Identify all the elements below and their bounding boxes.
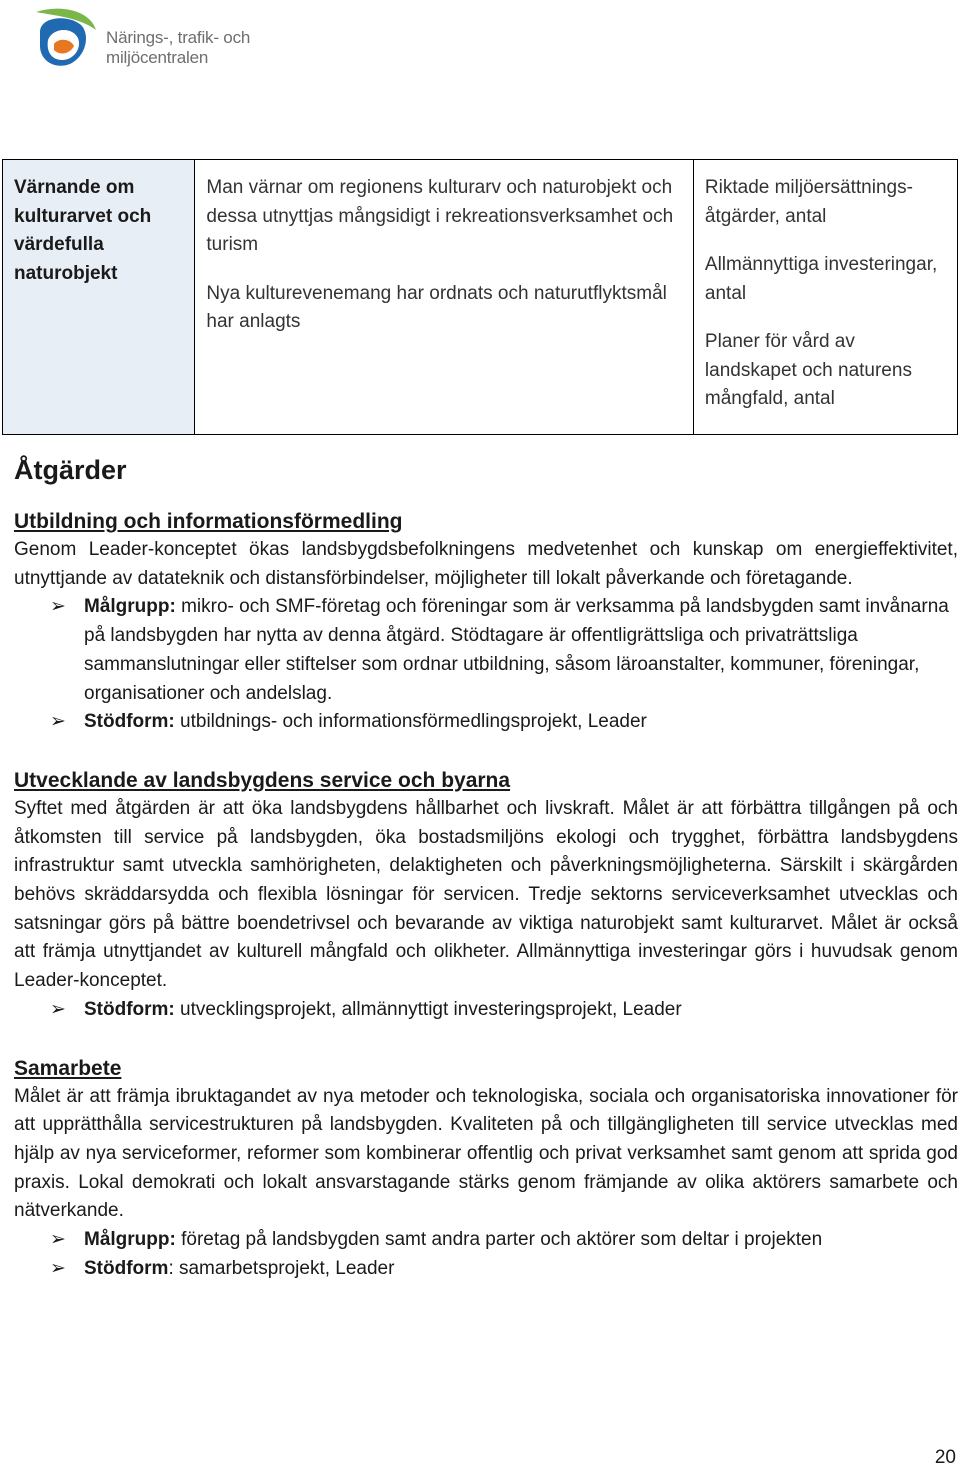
page-number: 20: [934, 1447, 956, 1468]
indicator-text: Allmännyttiga investeringar, antal: [704, 254, 938, 304]
goal-title: Värnande om kulturarvet och värdefulla naturobjekt: [14, 177, 152, 284]
section-title: Samarbete: [14, 1056, 122, 1080]
ely-logo-icon: [30, 4, 102, 74]
bullet-text: mikro- och SMF-företag och föreningar som är verksamma på landsbygden samt invånarna på landsbygden har nytta av denna åtgärd. Stödtagare är offentligrättsliga och privaträttsliga sammanslutningar eller stiftelser som ordnar utbildning, såsom läroanstalter, kommuner, föreningar, organisationer och andelslag.: [84, 596, 949, 704]
bullet-text: utbildnings- och informationsförmedlingsprojekt, Leader: [174, 711, 647, 733]
arrow-bullet-icon: ➢: [50, 998, 66, 1020]
bullet-text: företag på landsbygden samt andra parter och aktörer som deltar i projekten: [175, 1229, 823, 1251]
arrow-bullet-icon: ➢: [50, 596, 66, 618]
goals-table: [2, 159, 958, 435]
bullet-list: [14, 1226, 958, 1283]
bullet-label: Målgrupp:: [84, 596, 176, 618]
section-title: Utbildning och informationsförmedling: [14, 510, 403, 533]
bullet-label: Stödform: [84, 1257, 169, 1279]
list-item: [14, 1226, 958, 1255]
list-item: [14, 996, 958, 1025]
indicator-text: Planer för vård av landskapet och naturens mångfald, antal: [704, 331, 912, 409]
bullet-list: [14, 593, 958, 737]
table-cell-outcome: [195, 160, 694, 435]
bullet-label: Stödform:: [84, 998, 175, 1020]
bullet-text: utvecklingsprojekt, allmännyttigt investeringsprojekt, Leader: [174, 998, 682, 1020]
arrow-bullet-icon: ➢: [50, 1257, 66, 1279]
indicator-text: Riktade miljöersättnings- åtgärder, antal: [704, 177, 913, 227]
bullet-label: Stödform:: [84, 711, 175, 733]
list-item: [14, 1255, 958, 1284]
logo-text-line1: Närings-, trafik- och: [106, 28, 251, 47]
table-cell-indicators: [693, 160, 957, 435]
outcome-text: Nya kulturevenemang har ordnats och naturutflyktsmål har anlagts: [206, 282, 667, 332]
table-row: [3, 160, 958, 435]
main-content: [14, 452, 958, 1283]
bullet-text: : samarbetsprojekt, Leader: [168, 1257, 395, 1279]
arrow-bullet-icon: ➢: [50, 1229, 66, 1251]
table-cell-goal: [3, 160, 195, 435]
bullet-list: [14, 996, 958, 1025]
list-item: [14, 708, 958, 737]
section-title: Utvecklande av landsbygdens service och byarna: [14, 768, 511, 792]
bullet-label: Målgrupp:: [84, 1229, 176, 1251]
page-heading: Åtgärder: [14, 455, 127, 485]
outcome-text: Man värnar om regionens kulturarv och naturobjekt och dessa utnyttjas mångsidigt i rekreationsverksamhet och turism: [206, 177, 674, 255]
ely-centre-logo: [30, 4, 290, 74]
section-body: Målet är att främja ibruktagandet av nya metoder och teknologiska, sociala och organisatoriska innovationer för att upprätthålla servicestrukturen på landsbygden. Kvaliteten på och tillgängligheten till service utvecklas med hjälp av nya serviceformer, reformer som kombinerar offentlig och privat verksamhet samt genom att sprida god praxis. Lokal demokrati och lokalt ansvarstagande stärks genom främjande av olika aktörers samarbete och nätverkande.: [14, 1085, 958, 1222]
section-body: Syftet med åtgärden är att öka landsbygdens hållbarhet och livskraft. Målet är att förbättra tillgången på och åtkomsten till service på landsbygden, öka bostadsmiljöns ekologi och trygghet, förbättra landsbygdens infrastruktur samt utveckla samhörigheten, delaktigheten och påverkningsmöjligheterna. Särskilt i skärgården behövs skräddarsydda och flexibla lösningar för servicen. Tredje sektorns serviceverksamhet utvecklas och satsningar görs på bättre boendetrivsel och bevarande av viktiga naturobjekt samt kulturarvet. Målet är också att främja utnyttjandet av kulturell mångfald och olikheter. Allmännyttiga investeringar görs i huvudsak genom Leader-konceptet.: [14, 797, 958, 992]
list-item: [14, 593, 958, 708]
section-body: Genom Leader-konceptet ökas landsbygdsbefolkningens medvetenhet och kunskap om energieffektivitet, utnyttjande av datateknik och distansförbindelser, möjligheter till lokalt påverkande och företagande.: [14, 539, 958, 589]
arrow-bullet-icon: ➢: [50, 711, 66, 733]
logo-text-line2: miljöcentralen: [106, 48, 209, 67]
